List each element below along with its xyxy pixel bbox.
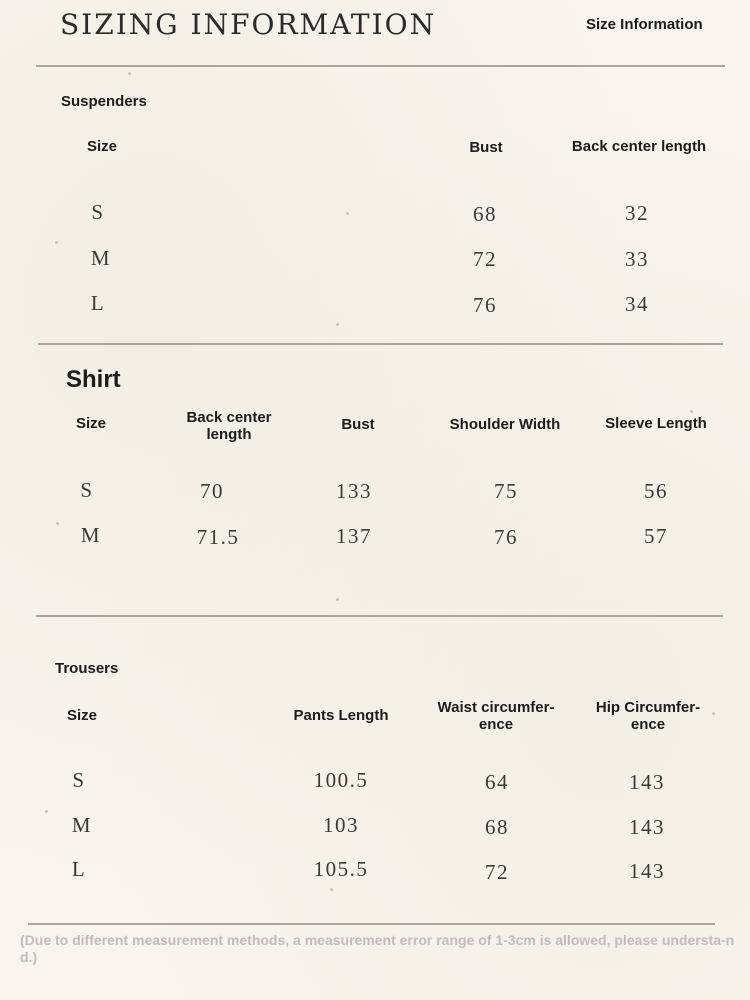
shirt-header-sleeve-length: Sleeve Length [605,415,707,432]
shirt-header-shoulder-width: Shoulder Width [449,416,561,433]
measurement-disclaimer: (Due to different measurement methods, a measurement error range of 1-3cm is allowed, please understa-nd.) [20,932,735,965]
suspenders-bust-cell: 72 [473,247,497,271]
trousers-waist-cell: 64 [485,770,509,794]
paper-speck [690,410,693,413]
shirt-header-size: Size [75,415,107,432]
shirt-shoulder-cell: 76 [494,525,518,549]
shirt-size-cell: S [80,478,94,502]
trousers-header-hip-circumference: Hip Circumfer-ence [595,699,701,733]
suspenders-back-length-cell: 33 [625,247,649,271]
paper-speck [346,212,349,215]
trousers-pants-length-cell: 100.5 [313,768,369,792]
trousers-waist-cell: 68 [485,815,509,839]
page-subtitle: Size Information [586,16,703,33]
shirt-title: Shirt [66,366,121,393]
trousers-header-pants-length: Pants Length [293,707,389,724]
trousers-size-cell: M [71,813,93,837]
shirt-header-back-center-length: Back center length [186,409,272,443]
section-divider [36,615,723,617]
suspenders-bust-cell: 68 [473,202,497,226]
page-title: SIZING INFORMATION [60,8,437,41]
paper-speck [56,522,59,525]
trousers-title: Trousers [55,660,119,677]
shirt-back-length-cell: 70 [200,479,224,503]
shirt-shoulder-cell: 75 [494,479,518,503]
paper-speck [128,72,131,75]
suspenders-header-size: Size [86,138,118,155]
trousers-hip-cell: 143 [629,770,665,794]
shirt-bust-cell: 133 [336,479,372,503]
trousers-waist-cell: 72 [485,860,509,884]
trousers-header-size: Size [66,707,98,724]
section-divider [38,343,723,345]
footer-divider [28,923,715,925]
trousers-size-cell: L [71,857,87,881]
paper-speck [330,888,333,891]
suspenders-back-length-cell: 34 [625,292,649,316]
trousers-hip-cell: 143 [629,815,665,839]
shirt-sleeve-cell: 57 [644,524,668,548]
trousers-size-cell: S [72,768,86,792]
suspenders-back-length-cell: 32 [625,201,649,225]
suspenders-bust-cell: 76 [473,293,497,317]
shirt-bust-cell: 137 [336,524,372,548]
shirt-header-bust: Bust [341,416,375,433]
paper-speck [336,323,339,326]
trousers-pants-length-cell: 103 [323,813,359,837]
suspenders-header-bust: Bust [469,139,503,156]
trousers-hip-cell: 143 [629,859,665,883]
suspenders-size-cell: L [90,291,106,315]
trousers-header-waist-circumference: Waist circumfer-ence [437,699,555,733]
suspenders-header-back-center-length: Back center length [571,138,707,155]
shirt-sleeve-cell: 56 [644,479,668,503]
header-divider [36,65,725,67]
suspenders-size-cell: S [91,200,105,224]
suspenders-size-cell: M [90,246,112,270]
paper-speck [712,712,715,715]
paper-speck [45,810,48,813]
shirt-size-cell: M [80,523,102,547]
paper-speck [336,598,339,601]
paper-speck [55,241,58,244]
shirt-back-length-cell: 71.5 [196,525,240,549]
suspenders-title: Suspenders [61,93,147,110]
trousers-pants-length-cell: 105.5 [313,857,369,881]
